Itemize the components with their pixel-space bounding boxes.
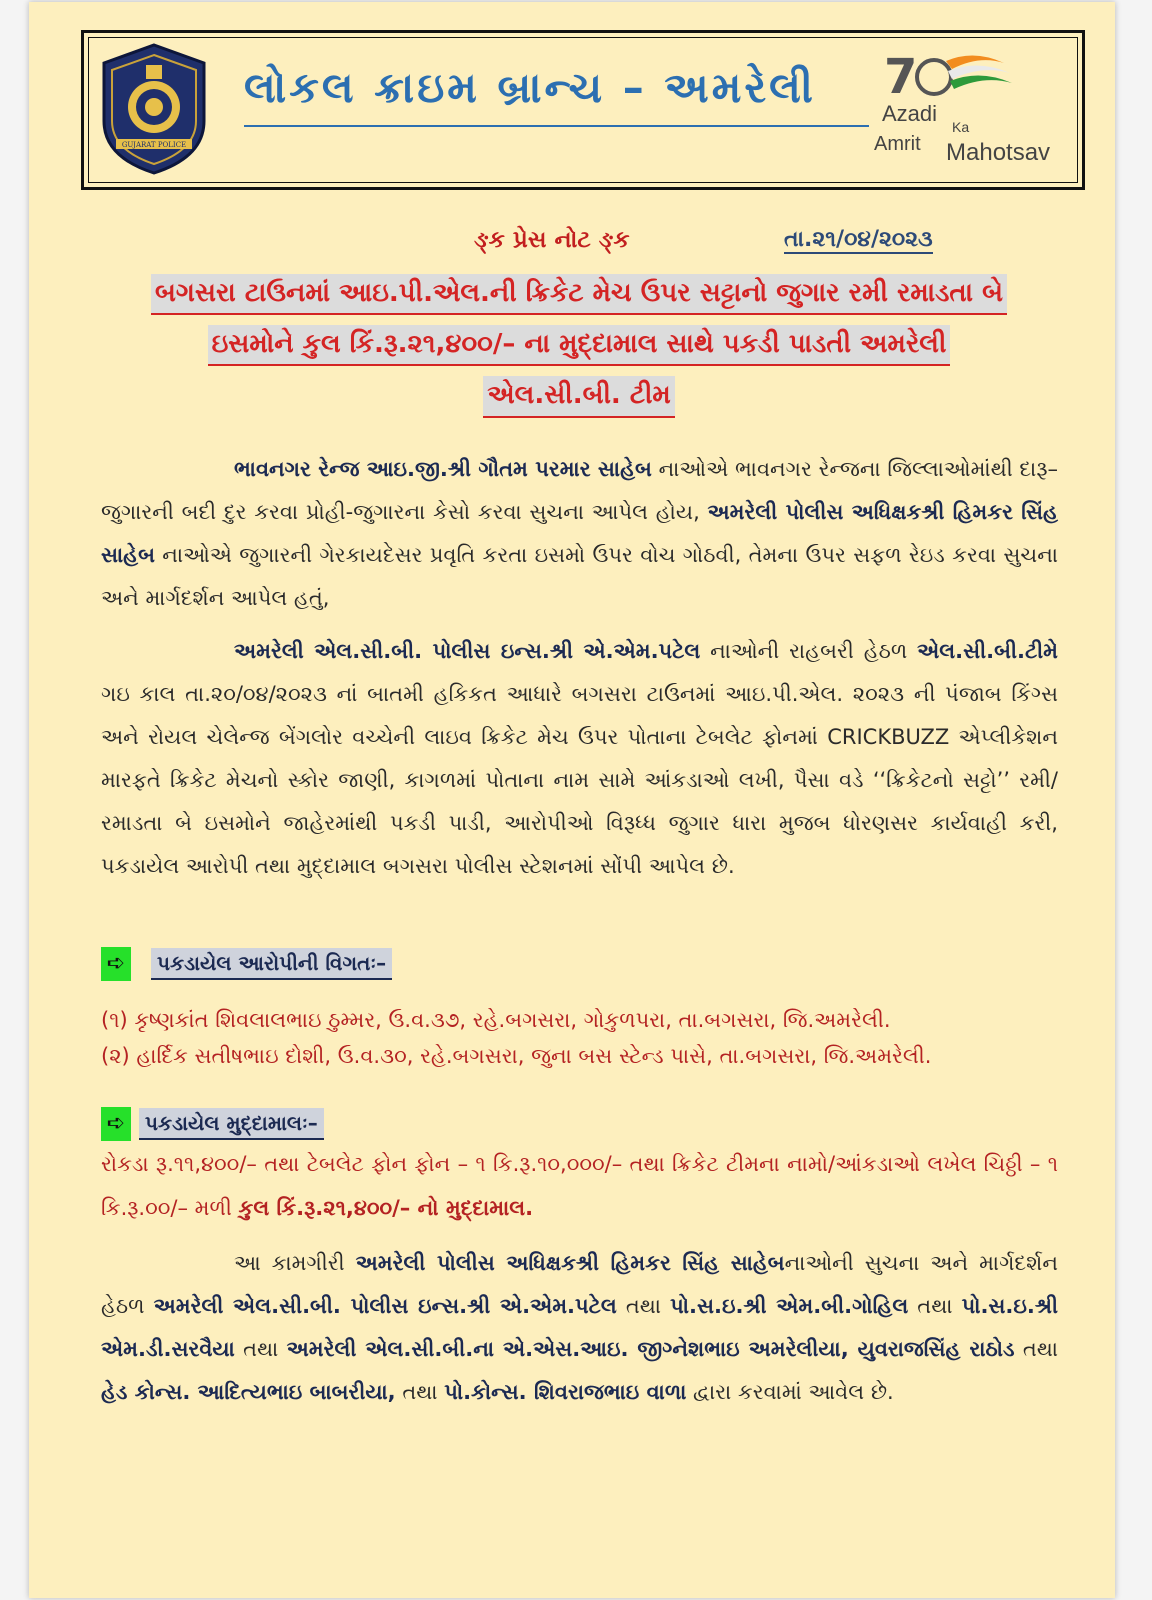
para3-bold-5: અમરેલી એલ.સી.બી.ના એ.એસ.આઇ. જીગ્નેશભાઇ અમરેલીયા, યુવરાજસિંહ રાઠોડ: [286, 1337, 1015, 1361]
azadi-amrit-text: Amrit: [874, 133, 921, 155]
para3-bold-6: હેડ કોન્સ. આદિત્યભાઇ બાબરીયા,: [101, 1380, 396, 1404]
para3-text-0: આ કામગીરી: [234, 1251, 356, 1275]
section-accused-label: પકડાયેલ આરોપીની વિગતઃ–: [151, 948, 392, 980]
azadi-ka-text: Ka: [952, 119, 970, 135]
seized-paragraph: [101, 1142, 1058, 1230]
para3-bold-1: અમરેલી પોલીસ અધિક્ષકશ્રી હિમકર સિંહ સાહેબ: [355, 1251, 785, 1275]
section-accused-header: [101, 947, 392, 983]
para2-bold-2: એલ.સી.બી.ટીમે: [917, 639, 1058, 663]
press-note-label: ઙ્ક પ્રેસ નોટ ઙ્ક: [474, 227, 630, 253]
para2-text-2: ગઇ કાલ તા.૨૦/૦૪/૨૦૨૩ નાં બાતમી હકિકત આધારે બગસરા ટાઉનમાં આઇ.પી.એલ. ૨૦૨૩ ની પંજાબ કિંગ્સ અને રોયલ ચેલેન્જ બેંગલોર વચ્ચેની લાઇવ ક્રિકેટ મેચ ઉપર પોતાના ટેબલેટ ફોનમાં CRICKBUZZ એપ્લીકેશન મારફતે ક્રિકેટ મેચનો સ્કોર જાણી, કાગળમાં પોતાના નામ સામે આંકડાઓ લખી, પૈસા વડે ‘‘ક્રિકેટનો સટ્ટો’’ રમી/રમાડતા બે ઇસમોને જાહેરમાંથી પકડી પાડી, આરોપીઓ વિરૂધ્ધ જુગાર ધારા મુજબ ધોરણસર કાર્યવાહી કરી, પકડાયેલ આરોપી તથા મુદ્દામાલ બગસરા પોલીસ સ્ટેશનમાં સોંપી આપેલ છે.: [101, 682, 1058, 878]
para3-text-2: તથા: [616, 1294, 671, 1318]
para3-text-7: દ્વારા કરવામાં આવેલ છે.: [686, 1380, 894, 1404]
press-note-page: [29, 2, 1115, 1598]
arrow-icon: ➪: [101, 1107, 131, 1141]
para3-text-5: તથા: [1014, 1337, 1059, 1361]
press-note-date: તા.૨૧/૦૪/૨૦૨૩: [784, 227, 933, 252]
paragraph-3: [101, 1242, 1058, 1414]
headline-line-2: ઇસમોને કુલ કિં.રૂ.૨૧,૪૦૦/– ના મુદ્દામાલ સાથે પકડી પાડતી અમરેલી: [208, 325, 951, 366]
headline: [99, 274, 1059, 428]
arrow-icon: ➪: [101, 947, 131, 981]
section-seized-header: [101, 1107, 324, 1143]
azadi-mahotsav-text: Mahotsav: [946, 139, 1051, 166]
paragraph-2: [101, 630, 1058, 888]
seized-text: રોકડા રૂ.૧૧,૪૦૦/– તથા ટેબલેટ ફોન ફોન – ૧ કિ.રૂ.૧૦,૦૦૦/– તથા ક્રિકેટ ટીમના નામો/આંકડાઓ લખેલ ચિઠ્ઠી – ૧ કિ.રૂ.૦૦/– મળી: [101, 1152, 1058, 1220]
gujarat-police-badge-icon: [94, 41, 214, 177]
para1-text-2: નાઓએ જુગારની ગેરકાયદેસર પ્રવૃતિ કરતા ઇસમો ઉપર વોચ ગોઠવી, તેમના ઉપર સફળ રેઇડ કરવા સુચના અને માર્ગદર્શન આપેલ હતું,: [101, 543, 1058, 610]
para2-text-1: નાઓની રાહબરી હેઠળ: [700, 639, 918, 663]
para2-bold-1: અમરેલી એલ.સી.બી. પોલીસ ઇન્સ.શ્રી એ.એમ.પટેલ: [234, 639, 701, 663]
para3-bold-2: અમરેલી એલ.સી.બી. પોલીસ ઇન્સ.શ્રી એ.એમ.પટેલ: [153, 1294, 617, 1318]
para3-text-4: તથા: [234, 1337, 287, 1361]
header-title: લોકલ ક્રાઇમ બ્રાન્ચ – અમરેલી: [244, 63, 816, 112]
para3-text-6: તથા: [395, 1380, 445, 1404]
para1-bold-1: ભાવનગર રેન્જ આઇ.જી.શ્રી ગૌતમ પરમાર સાહેબ: [234, 457, 652, 481]
header-box: [81, 30, 1085, 190]
accused-item-1: (૧) કૃષ્ણકાંત શિવલાલભાઇ ઠુમ્મર, ઉ.વ.૩૭, રહે.બગસરા, ગોકુળપરા, તા.બગસરા, જિ.અમરેલી.: [101, 1008, 891, 1032]
headline-line-1: બગસરા ટાઉનમાં આઇ.પી.એલ.ની ક્રિકેટ મેચ ઉપર સટ્ટાનો જુગાર રમી રમાડતા બે: [151, 274, 1007, 315]
azadi-text: Azadi: [882, 101, 938, 126]
para3-bold-4: પો.સ.ઇ.શ્રી એમ.ડી.સરવૈયા: [101, 1294, 1059, 1361]
paragraph-1: [101, 448, 1058, 620]
svg-text:7: 7: [884, 49, 918, 105]
section-seized-label: પકડાયેલ મુદ્દામાલઃ–: [139, 1108, 324, 1140]
header-title-underline: [244, 125, 869, 127]
para1-text-1: નાઓએ ભાવનગર રેન્જના જિલ્લાઓમાંથી દારૂ–જુગારની બદી દુર કરવા પ્રોહી-જુગારના કેસો કરવા સુચના આપેલ હોય,: [101, 457, 1058, 524]
para3-bold-3: પો.સ.ઇ.શ્રી એમ.બી.ગોહિલ: [670, 1294, 909, 1318]
badge-text: GUJARAT POLICE: [121, 141, 187, 149]
headline-line-3: એલ.સી.બી. ટીમ: [483, 376, 675, 417]
accused-item-2: (૨) હાર્દિક સતીષભાઇ દોશી, ઉ.વ.૩૦, રહે.બગસરા, જુના બસ સ્ટેન્ડ પાસે, તા.બગસરા, જિ.અમરેલી.: [101, 1044, 932, 1068]
para3-bold-7: પો.કોન્સ. શિવરાજભાઇ વાળા: [444, 1380, 687, 1404]
para3-text-1: નાઓની સુચના અને માર્ગદર્શન હેઠળ: [101, 1251, 1058, 1318]
para1-bold-2: અમરેલી પોલીસ અધિક્ષકશ્રી હિમકર સિંહ સાહેબ: [101, 500, 1058, 567]
seized-total: કુલ કિં.રૂ.૨૧,૪૦૦/– નો મુદ્દામાલ.: [238, 1196, 534, 1220]
accused-list: [101, 1002, 1058, 1074]
para3-text-3: તથા: [908, 1294, 962, 1318]
azadi-ka-amrit-mahotsav-logo: [874, 41, 1074, 181]
